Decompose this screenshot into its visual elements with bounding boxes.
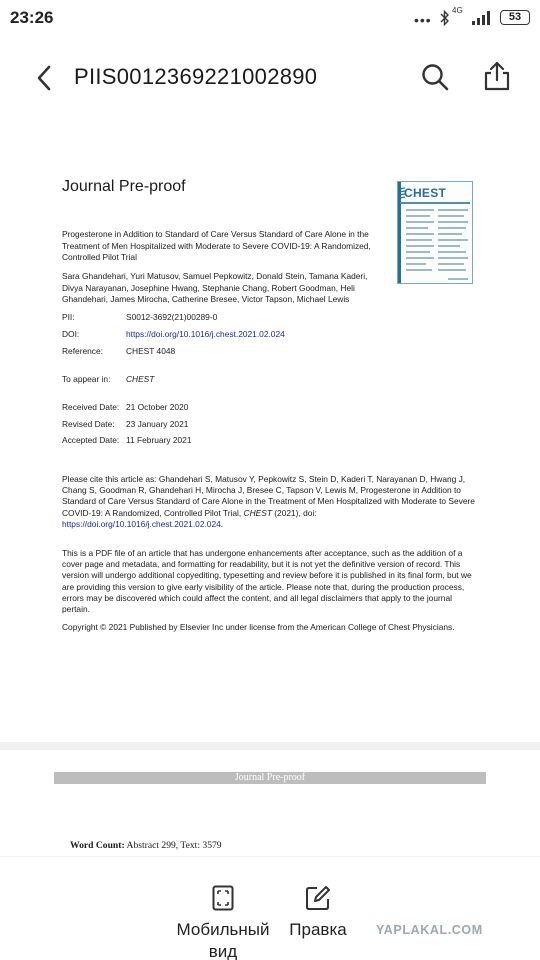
word-count-label: Word Count: bbox=[70, 840, 125, 851]
signal-icon bbox=[472, 11, 494, 25]
accepted-label: Accepted Date: bbox=[62, 435, 120, 445]
pdf-page-1[interactable] bbox=[0, 120, 540, 742]
revised-label: Revised Date: bbox=[62, 419, 115, 429]
mobile-view-icon bbox=[212, 885, 234, 911]
edit-button[interactable] bbox=[280, 885, 356, 941]
reference-label: Reference: bbox=[62, 346, 103, 356]
appear-value: CHEST bbox=[126, 374, 155, 384]
received-value: 21 October 2020 bbox=[126, 402, 189, 412]
copyright-notice: Copyright © 2021 Published by Elsevier Inc under license from the American College of Chest Physicians. bbox=[62, 622, 455, 632]
article-title: Progesterone in Addition to Standard of Care Versus Standard of Care Alone in the Treatment of Men Hospitalized with Moderate to Severe COVID-19: A Randomized, Controlled Pilot Trial bbox=[62, 229, 371, 262]
preproof-banner: Journal Pre-proof bbox=[54, 772, 486, 784]
citation-journal: CHEST bbox=[243, 507, 272, 518]
citation-end: . bbox=[220, 518, 224, 529]
network-type: 4G bbox=[452, 6, 463, 15]
preproof-disclaimer: This is a PDF file of an article that has undergone enhancements after acceptance, such as the addition of a cover page and metadata, and formatting for readability, but it is not yet the definitive version of record. This version will undergo additional copyediting, typesetting and review before it is published in its final form, but we are providing this version to give early visibility of the article. Please note that, during the production process, errors may be discovered which could affect the content, and all legal disclaimers that apply to the journal pertain. bbox=[62, 548, 472, 615]
citation-text: Please cite this article as: Ghandehari S, Matusov Y, Pepkowitz S, Stein D, Kaderi T, Narayanan D, Hwang J, Chang S, Goodman R, Ghandehari H, Mirocha J, Bresee C, Tapson V, Lewis M, Progesterone in Addition to Standard of Care Versus Standard of Care Alone in the Treatment of Men Hospitalized with Moderate to Severe COVID-19: A Randomized, Controlled Pilot Trial, bbox=[62, 474, 475, 518]
revised-value: 23 January 2021 bbox=[126, 419, 189, 429]
chevron-left-icon[interactable] bbox=[32, 62, 56, 94]
mobile-view-label-line1: Мобильный bbox=[176, 920, 270, 939]
notification-dots-icon: ••• bbox=[414, 12, 432, 28]
doi-link[interactable]: https://doi.org/10.1016/j.chest.2021.02.024 bbox=[126, 329, 285, 339]
page-separator bbox=[0, 742, 540, 750]
mobile-view-button[interactable] bbox=[166, 885, 280, 960]
pii-label: PII: bbox=[62, 312, 75, 322]
mobile-view-label-line2: вид bbox=[208, 942, 238, 960]
citation-doi-link[interactable]: https://doi.org/10.1016/j.chest.2021.02.024 bbox=[62, 518, 221, 529]
appear-label: To appear in: bbox=[62, 374, 111, 384]
citation-paragraph bbox=[62, 474, 476, 530]
pdf-page-2[interactable] bbox=[0, 750, 540, 856]
status-time: 23:26 bbox=[10, 8, 54, 27]
top-app-bar bbox=[0, 36, 540, 120]
watermark: YAPLAKAL.COM bbox=[376, 923, 483, 937]
document-title: PIIS0012369221002890 bbox=[74, 64, 318, 89]
status-bar bbox=[0, 0, 540, 36]
bluetooth-icon bbox=[440, 10, 450, 26]
citation-year: (2021), bbox=[274, 507, 301, 518]
citation-doi-prefix: doi: bbox=[303, 507, 317, 518]
battery-indicator: 53 bbox=[500, 10, 530, 25]
doi-label: DOI: bbox=[62, 329, 80, 339]
edit-icon bbox=[305, 885, 331, 911]
journal-cover-image bbox=[397, 181, 473, 284]
word-count-value: Abstract 299, Text: 3579 bbox=[126, 840, 222, 851]
bottom-toolbar bbox=[0, 856, 540, 960]
search-icon[interactable] bbox=[420, 62, 450, 92]
accepted-value: 11 February 2021 bbox=[126, 435, 192, 445]
cover-brand: CHEST bbox=[404, 186, 447, 200]
share-icon[interactable] bbox=[482, 60, 512, 92]
article-authors: Sara Ghandehari, Yuri Matusov, Samuel Pepkowitz, Donald Stein, Tamana Kaderi, Divya Narayanan, Josephine Hwang, Stephanie Chang, Robert Goodman, Heli Ghandehari, James Mirocha, Catherine Bresee, Victor Tapson, Michael Lewis bbox=[62, 271, 368, 304]
word-count bbox=[70, 840, 222, 851]
mobile-view-label bbox=[166, 919, 280, 960]
pii-value: S0012-3692(21)00289-0 bbox=[126, 312, 218, 322]
journal-preproof-heading: Journal Pre-proof bbox=[62, 178, 186, 195]
edit-label: Правка bbox=[289, 920, 347, 939]
received-label: Received Date: bbox=[62, 402, 120, 412]
reference-value: CHEST 4048 bbox=[126, 346, 176, 356]
